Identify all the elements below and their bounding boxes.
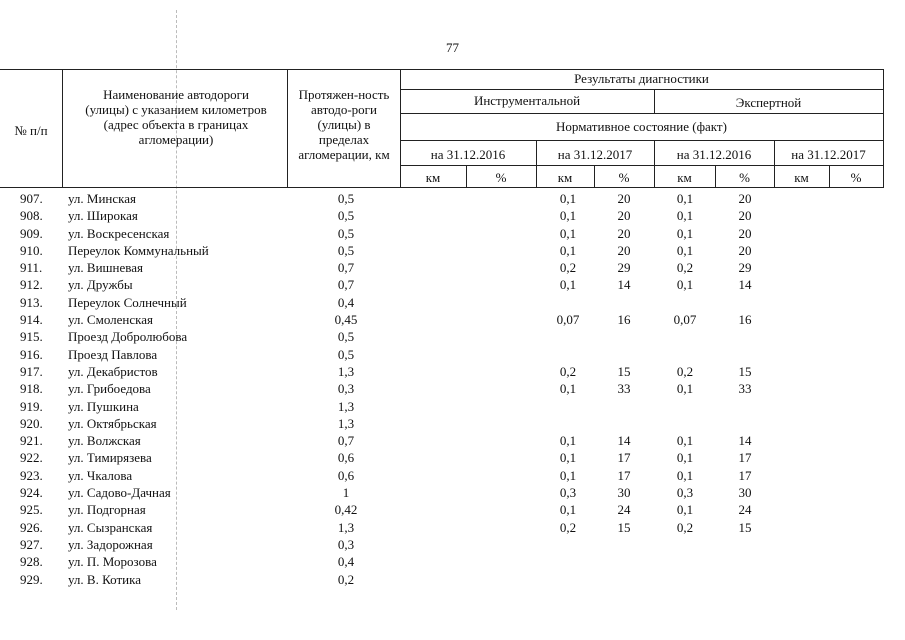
road-name: Проезд Добролюбова [68, 329, 188, 345]
road-name: Переулок Солнечный [68, 294, 187, 310]
header-road-name: Наименование автодороги (улицы) с указанием километров (адрес объекта в границах агломерации) [85, 87, 267, 147]
expert-percent: 15 [738, 519, 752, 535]
row-number: 922. [20, 450, 43, 466]
table-row [0, 225, 905, 242]
row-number: 919. [20, 398, 43, 414]
table-row [0, 346, 905, 363]
expert-km: 0,1 [676, 208, 694, 224]
table-row [0, 449, 905, 466]
header-date: на 31.12.2016 [430, 147, 506, 162]
instrumental-km: 0,1 [559, 242, 577, 258]
road-length: 0,5 [337, 242, 355, 258]
expert-km: 0,1 [676, 502, 694, 518]
instrumental-percent: 20 [617, 225, 631, 241]
row-number: 917. [20, 363, 43, 379]
table-row [0, 553, 905, 570]
road-length: 1,3 [337, 519, 355, 535]
road-length: 0,3 [337, 536, 355, 552]
header-unit: км [557, 170, 573, 185]
instrumental-km: 0,1 [559, 450, 577, 466]
road-name: ул. Подгорная [68, 502, 146, 518]
row-number: 910. [20, 242, 43, 258]
road-name: ул. Тимирязева [68, 450, 152, 466]
instrumental-percent: 17 [617, 450, 631, 466]
expert-percent: 24 [738, 502, 752, 518]
instrumental-km: 0,2 [559, 519, 577, 535]
expert-km: 0,07 [673, 312, 697, 328]
road-length: 0,42 [334, 502, 358, 518]
instrumental-percent: 17 [617, 467, 631, 483]
table-row [0, 536, 905, 553]
expert-km: 0,1 [676, 277, 694, 293]
row-number: 923. [20, 467, 43, 483]
row-number: 925. [20, 502, 43, 518]
row-number: 911. [20, 260, 43, 276]
header-unit: % [618, 170, 630, 185]
road-length: 0,6 [337, 450, 355, 466]
row-number: 918. [20, 381, 43, 397]
header-results: Результаты диагностики [574, 71, 709, 86]
table-row [0, 467, 905, 484]
instrumental-percent: 15 [617, 519, 631, 535]
road-length: 1 [342, 485, 350, 501]
instrumental-percent: 14 [617, 277, 631, 293]
header-unit: % [495, 170, 507, 185]
road-name: ул. В. Котика [68, 571, 141, 587]
expert-percent: 20 [738, 242, 752, 258]
header-num: № п/п [14, 123, 48, 138]
road-name: ул. Задорожная [68, 536, 153, 552]
row-number: 913. [20, 294, 43, 310]
table-row [0, 484, 905, 501]
table-row [0, 276, 905, 293]
instrumental-percent: 20 [617, 242, 631, 258]
road-name: ул. Дружбы [68, 277, 133, 293]
road-length: 1,3 [337, 398, 355, 414]
instrumental-km: 0,1 [559, 277, 577, 293]
expert-km: 0,1 [676, 242, 694, 258]
road-length: 0,5 [337, 329, 355, 345]
road-length: 1,3 [337, 415, 355, 431]
expert-percent: 29 [738, 260, 752, 276]
table-row [0, 242, 905, 259]
road-length: 0,4 [337, 554, 355, 570]
table-row [0, 363, 905, 380]
instrumental-km: 0,2 [559, 260, 577, 276]
instrumental-km: 0,1 [559, 433, 577, 449]
row-number: 926. [20, 519, 43, 535]
expert-km: 0,2 [676, 260, 694, 276]
expert-km: 0,1 [676, 191, 694, 206]
road-length: 0,7 [337, 277, 355, 293]
road-name: ул. Воскресенская [68, 225, 170, 241]
instrumental-km: 0,1 [559, 467, 577, 483]
table-row [0, 571, 905, 588]
header-unit: % [850, 170, 862, 185]
row-number: 915. [20, 329, 43, 345]
instrumental-percent: 15 [617, 363, 631, 379]
road-name: Проезд Павлова [68, 346, 158, 362]
table-row [0, 294, 905, 311]
row-number: 907. [20, 191, 43, 206]
road-length: 0,3 [337, 381, 355, 397]
row-number: 914. [20, 312, 43, 328]
header-unit: км [677, 170, 692, 185]
road-name: ул. Минская [68, 191, 137, 206]
road-length: 0,2 [337, 571, 355, 587]
expert-percent: 14 [738, 277, 752, 293]
expert-percent: 16 [738, 312, 752, 328]
table-row [0, 398, 905, 415]
instrumental-percent: 33 [617, 381, 631, 397]
header-date: на 31.12.2017 [791, 147, 866, 162]
row-number: 908. [20, 208, 43, 224]
instrumental-percent: 30 [617, 485, 631, 501]
instrumental-percent: 24 [617, 502, 631, 518]
header-length: Протяжен-ность автодо-роги (улицы) в пределах агломерации, км [298, 87, 390, 162]
instrumental-km: 0,1 [559, 502, 577, 518]
instrumental-percent: 16 [617, 312, 631, 328]
instrumental-km: 0,07 [556, 312, 580, 328]
expert-km: 0,3 [676, 485, 694, 501]
instrumental-km: 0,3 [559, 485, 577, 501]
table-row [0, 380, 905, 397]
expert-km: 0,2 [676, 363, 694, 379]
header-date: на 31.12.2017 [557, 147, 633, 162]
header-unit: км [794, 170, 809, 185]
instrumental-km: 0,1 [559, 208, 577, 224]
instrumental-km: 0,1 [559, 191, 577, 206]
table-header [0, 69, 905, 188]
row-number: 916. [20, 346, 43, 362]
row-number: 921. [20, 433, 43, 449]
instrumental-percent: 20 [617, 191, 631, 206]
expert-km: 0,1 [676, 433, 694, 449]
table-row [0, 519, 905, 536]
table-row [0, 501, 905, 518]
header-unit: км [425, 170, 441, 185]
road-name: ул. Широкая [68, 208, 138, 224]
row-number: 927. [20, 536, 43, 552]
expert-percent: 20 [738, 208, 752, 224]
table-row [0, 259, 905, 276]
road-name: ул. Декабристов [68, 363, 158, 379]
road-name: Переулок Коммунальный [68, 242, 209, 258]
road-length: 0,5 [337, 208, 355, 224]
row-number: 920. [20, 415, 43, 431]
road-length: 0,5 [337, 191, 355, 206]
road-name: ул. Грибоедова [68, 381, 151, 397]
header-unit: % [739, 170, 750, 185]
table-row [0, 207, 905, 224]
instrumental-percent: 14 [617, 433, 631, 449]
table-row [0, 432, 905, 449]
expert-km: 0,1 [676, 450, 694, 466]
road-length: 0,5 [337, 346, 355, 362]
page-number: 77 [446, 40, 459, 55]
expert-km: 0,1 [676, 225, 694, 241]
row-number: 928. [20, 554, 43, 570]
instrumental-km: 0,2 [559, 363, 577, 379]
table-row [0, 328, 905, 345]
table-row [0, 190, 905, 207]
road-name: ул. Смоленская [68, 312, 153, 328]
road-length: 0,6 [337, 467, 355, 483]
expert-percent: 17 [738, 467, 752, 483]
table-row [0, 415, 905, 432]
road-length: 0,7 [337, 433, 355, 449]
road-name: ул. Садово-Дачная [68, 485, 171, 501]
header-expert: Экспертной [735, 95, 802, 110]
road-name: ул. П. Морозова [68, 554, 157, 570]
instrumental-km: 0,1 [559, 381, 577, 397]
road-length: 1,3 [337, 363, 355, 379]
instrumental-km: 0,1 [559, 225, 577, 241]
expert-percent: 20 [738, 191, 752, 206]
road-name: ул. Чкалова [68, 467, 133, 483]
road-name: ул. Вишневая [68, 260, 143, 276]
expert-km: 0,1 [676, 381, 694, 397]
road-length: 0,4 [337, 294, 355, 310]
expert-percent: 20 [738, 225, 752, 241]
expert-percent: 15 [738, 363, 752, 379]
table-body [0, 190, 905, 588]
expert-percent: 30 [738, 485, 752, 501]
row-number: 909. [20, 225, 43, 241]
header-normative: Нормативное состояние (факт) [556, 119, 727, 134]
expert-percent: 17 [738, 450, 752, 466]
table-row [0, 311, 905, 328]
road-name: ул. Октябрьская [68, 415, 157, 431]
header-date: на 31.12.2016 [676, 147, 752, 162]
row-number: 929. [20, 571, 43, 587]
expert-percent: 33 [738, 381, 752, 397]
instrumental-percent: 29 [617, 260, 631, 276]
expert-km: 0,2 [676, 519, 694, 535]
expert-percent: 14 [738, 433, 752, 449]
row-number: 924. [20, 485, 43, 501]
road-length: 0,7 [337, 260, 355, 276]
road-length: 0,45 [334, 312, 358, 328]
header-instrumental: Инструментальной [473, 93, 581, 108]
row-number: 912. [20, 277, 43, 293]
expert-km: 0,1 [676, 467, 694, 483]
road-name: ул. Пушкина [68, 398, 139, 414]
road-name: ул. Волжская [68, 433, 141, 449]
road-name: ул. Сызранская [68, 519, 153, 535]
road-length: 0,5 [337, 225, 355, 241]
instrumental-percent: 20 [617, 208, 631, 224]
